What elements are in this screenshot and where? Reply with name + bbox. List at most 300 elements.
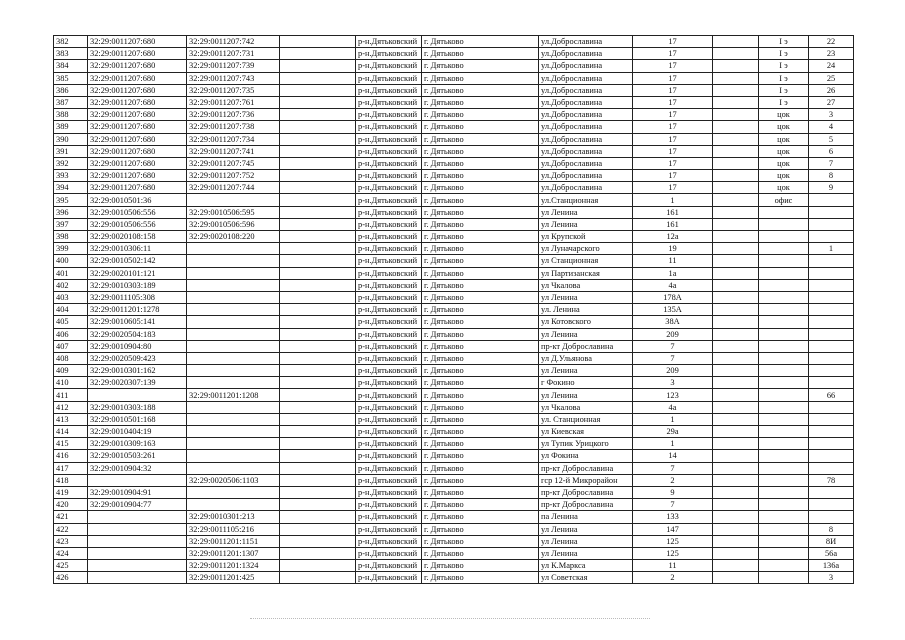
parcel-cadastral-cell: 32:29:0010309:163 [88, 438, 187, 450]
house-number-cell: 14 [633, 450, 713, 462]
premises-type-cell: I э [759, 84, 809, 96]
row-number-cell: 416 [54, 450, 88, 462]
building-letter-cell [713, 438, 759, 450]
row-number-cell: 421 [54, 511, 88, 523]
parcel-cadastral-cell: 32:29:0010506:556 [88, 218, 187, 230]
city-cell: г. Дятьково [422, 413, 539, 425]
row-number-cell: 418 [54, 474, 88, 486]
object-cadastral-cell: 32:29:0011207:752 [187, 170, 280, 182]
row-number-cell: 393 [54, 170, 88, 182]
row-number-cell: 403 [54, 291, 88, 303]
empty-cell [280, 413, 356, 425]
premises-type-cell: цок [759, 133, 809, 145]
street-cell: ул Чкалова [539, 279, 633, 291]
flat-number-cell: 25 [809, 72, 854, 84]
district-cell: р-н.Дятьковский [356, 499, 422, 511]
parcel-cadastral-cell: 32:29:0020509:423 [88, 352, 187, 364]
street-cell: ул Крупской [539, 231, 633, 243]
street-cell: ул Ленина [539, 206, 633, 218]
city-cell: г. Дятьково [422, 340, 539, 352]
parcel-cadastral-cell: 32:29:0011207:680 [88, 109, 187, 121]
building-letter-cell [713, 36, 759, 48]
parcel-cadastral-cell: 32:29:0010404:19 [88, 426, 187, 438]
city-cell: г. Дятьково [422, 499, 539, 511]
object-cadastral-cell: 32:29:0011201:1324 [187, 560, 280, 572]
house-number-cell: 209 [633, 328, 713, 340]
object-cadastral-cell: 32:29:0020506:1103 [187, 474, 280, 486]
city-cell: г. Дятьково [422, 291, 539, 303]
empty-cell [280, 401, 356, 413]
street-cell: ул Советская [539, 572, 633, 584]
parcel-cadastral-cell [88, 523, 187, 535]
empty-cell [280, 547, 356, 559]
district-cell: р-н.Дятьковский [356, 84, 422, 96]
city-cell: г. Дятьково [422, 438, 539, 450]
empty-cell [280, 450, 356, 462]
street-cell: ул Ленина [539, 389, 633, 401]
street-cell: ул.Станционная [539, 194, 633, 206]
street-cell: ул Фокина [539, 450, 633, 462]
row-number-cell: 402 [54, 279, 88, 291]
row-number-cell: 394 [54, 182, 88, 194]
row-number-cell: 389 [54, 121, 88, 133]
building-letter-cell [713, 145, 759, 157]
district-cell: р-н.Дятьковский [356, 462, 422, 474]
table-row [54, 413, 854, 425]
district-cell: р-н.Дятьковский [356, 145, 422, 157]
building-letter-cell [713, 340, 759, 352]
premises-type-cell: цок [759, 170, 809, 182]
premises-type-cell [759, 389, 809, 401]
object-cadastral-cell: 32:29:0011201:425 [187, 572, 280, 584]
city-cell: г. Дятьково [422, 121, 539, 133]
house-number-cell: 17 [633, 145, 713, 157]
building-letter-cell [713, 279, 759, 291]
parcel-cadastral-cell: 32:29:0010506:556 [88, 206, 187, 218]
row-number-cell: 410 [54, 377, 88, 389]
parcel-cadastral-cell: 32:29:0010904:80 [88, 340, 187, 352]
premises-type-cell [759, 352, 809, 364]
parcel-cadastral-cell: 32:29:0011207:680 [88, 36, 187, 48]
empty-cell [280, 499, 356, 511]
object-cadastral-cell: 32:29:0011207:736 [187, 109, 280, 121]
empty-cell [280, 255, 356, 267]
premises-type-cell [759, 340, 809, 352]
parcel-cadastral-cell: 32:29:0011207:680 [88, 121, 187, 133]
city-cell: г. Дятьково [422, 279, 539, 291]
house-number-cell: 123 [633, 389, 713, 401]
district-cell: р-н.Дятьковский [356, 291, 422, 303]
flat-number-cell [809, 377, 854, 389]
street-cell: ул.Доброславина [539, 133, 633, 145]
city-cell: г. Дятьково [422, 547, 539, 559]
street-cell: пр-кт Доброславина [539, 462, 633, 474]
house-number-cell: 17 [633, 170, 713, 182]
city-cell: г. Дятьково [422, 426, 539, 438]
city-cell: г. Дятьково [422, 145, 539, 157]
flat-number-cell: 3 [809, 572, 854, 584]
empty-cell [280, 377, 356, 389]
city-cell: г. Дятьково [422, 389, 539, 401]
flat-number-cell [809, 450, 854, 462]
building-letter-cell [713, 316, 759, 328]
flat-number-cell [809, 218, 854, 230]
table-row [54, 170, 854, 182]
district-cell: р-н.Дятьковский [356, 133, 422, 145]
table-row [54, 365, 854, 377]
building-letter-cell [713, 206, 759, 218]
building-letter-cell [713, 328, 759, 340]
house-number-cell: 135А [633, 304, 713, 316]
district-cell: р-н.Дятьковский [356, 304, 422, 316]
building-letter-cell [713, 523, 759, 535]
district-cell: р-н.Дятьковский [356, 316, 422, 328]
parcel-cadastral-cell: 32:29:0010502:142 [88, 255, 187, 267]
empty-cell [280, 328, 356, 340]
object-cadastral-cell [187, 243, 280, 255]
district-cell: р-н.Дятьковский [356, 401, 422, 413]
flat-number-cell [809, 328, 854, 340]
house-number-cell: 17 [633, 60, 713, 72]
empty-cell [280, 48, 356, 60]
empty-cell [280, 365, 356, 377]
parcel-cadastral-cell: 32:29:0011207:680 [88, 182, 187, 194]
row-number-cell: 408 [54, 352, 88, 364]
premises-type-cell [759, 279, 809, 291]
flat-number-cell [809, 291, 854, 303]
street-cell: ул Ленина [539, 523, 633, 535]
table-row [54, 291, 854, 303]
empty-cell [280, 170, 356, 182]
table-row [54, 267, 854, 279]
register-body [54, 36, 854, 584]
street-cell: ул Партизанская [539, 267, 633, 279]
district-cell: р-н.Дятьковский [356, 255, 422, 267]
row-number-cell: 395 [54, 194, 88, 206]
table-row [54, 328, 854, 340]
flat-number-cell: 24 [809, 60, 854, 72]
flat-number-cell [809, 206, 854, 218]
building-letter-cell [713, 243, 759, 255]
object-cadastral-cell: 32:29:0011207:745 [187, 157, 280, 169]
city-cell: г. Дятьково [422, 560, 539, 572]
district-cell: р-н.Дятьковский [356, 194, 422, 206]
city-cell: г. Дятьково [422, 462, 539, 474]
premises-type-cell [759, 206, 809, 218]
row-number-cell: 415 [54, 438, 88, 450]
parcel-cadastral-cell: 32:29:0010605:141 [88, 316, 187, 328]
parcel-cadastral-cell: 32:29:0020101:121 [88, 267, 187, 279]
table-row [54, 48, 854, 60]
parcel-cadastral-cell: 32:29:0011207:680 [88, 96, 187, 108]
district-cell: р-н.Дятьковский [356, 486, 422, 498]
city-cell: г. Дятьково [422, 182, 539, 194]
building-letter-cell [713, 194, 759, 206]
city-cell: г. Дятьково [422, 96, 539, 108]
street-cell: г Фокино [539, 377, 633, 389]
empty-cell [280, 60, 356, 72]
house-number-cell: 7 [633, 499, 713, 511]
building-letter-cell [713, 572, 759, 584]
premises-type-cell: I э [759, 96, 809, 108]
flat-number-cell: 27 [809, 96, 854, 108]
street-cell: ул Ленина [539, 291, 633, 303]
flat-number-cell: 23 [809, 48, 854, 60]
table-row [54, 462, 854, 474]
street-cell: пр-кт Доброславина [539, 499, 633, 511]
district-cell: р-н.Дятьковский [356, 560, 422, 572]
building-letter-cell [713, 413, 759, 425]
city-cell: г. Дятьково [422, 243, 539, 255]
house-number-cell: 11 [633, 255, 713, 267]
street-cell: ул.Доброславина [539, 109, 633, 121]
object-cadastral-cell: 32:29:0011105:216 [187, 523, 280, 535]
building-letter-cell [713, 231, 759, 243]
district-cell: р-н.Дятьковский [356, 170, 422, 182]
empty-cell [280, 316, 356, 328]
object-cadastral-cell [187, 352, 280, 364]
table-row [54, 109, 854, 121]
table-row [54, 535, 854, 547]
street-cell: ул.Доброславина [539, 170, 633, 182]
district-cell: р-н.Дятьковский [356, 206, 422, 218]
parcel-cadastral-cell: 32:29:0010904:32 [88, 462, 187, 474]
row-number-cell: 383 [54, 48, 88, 60]
premises-type-cell [759, 316, 809, 328]
table-row [54, 133, 854, 145]
house-number-cell: 7 [633, 340, 713, 352]
building-letter-cell [713, 560, 759, 572]
row-number-cell: 385 [54, 72, 88, 84]
building-letter-cell [713, 60, 759, 72]
parcel-cadastral-cell: 32:29:0020108:158 [88, 231, 187, 243]
parcel-cadastral-cell: 32:29:0011207:680 [88, 145, 187, 157]
premises-type-cell [759, 523, 809, 535]
flat-number-cell [809, 365, 854, 377]
building-letter-cell [713, 352, 759, 364]
flat-number-cell: 9 [809, 182, 854, 194]
row-number-cell: 391 [54, 145, 88, 157]
empty-cell [280, 572, 356, 584]
empty-cell [280, 133, 356, 145]
empty-cell [280, 560, 356, 572]
flat-number-cell: 5 [809, 133, 854, 145]
district-cell: р-н.Дятьковский [356, 328, 422, 340]
flat-number-cell [809, 413, 854, 425]
empty-cell [280, 486, 356, 498]
house-number-cell: 2 [633, 474, 713, 486]
house-number-cell: 17 [633, 182, 713, 194]
table-row [54, 182, 854, 194]
row-number-cell: 422 [54, 523, 88, 535]
empty-cell [280, 121, 356, 133]
flat-number-cell [809, 316, 854, 328]
table-row [54, 316, 854, 328]
object-cadastral-cell [187, 377, 280, 389]
house-number-cell: 17 [633, 48, 713, 60]
city-cell: г. Дятьково [422, 133, 539, 145]
parcel-cadastral-cell: 32:29:0011207:680 [88, 84, 187, 96]
table-row [54, 389, 854, 401]
table-row [54, 84, 854, 96]
parcel-cadastral-cell: 32:29:0010306:11 [88, 243, 187, 255]
table-row [54, 279, 854, 291]
house-number-cell: 178А [633, 291, 713, 303]
building-letter-cell [713, 486, 759, 498]
premises-type-cell: цок [759, 157, 809, 169]
premises-type-cell [759, 547, 809, 559]
flat-number-cell [809, 255, 854, 267]
row-number-cell: 384 [54, 60, 88, 72]
flat-number-cell [809, 279, 854, 291]
empty-cell [280, 340, 356, 352]
street-cell: ул Станционная [539, 255, 633, 267]
building-letter-cell [713, 170, 759, 182]
premises-type-cell: цок [759, 145, 809, 157]
empty-cell [280, 182, 356, 194]
building-letter-cell [713, 474, 759, 486]
flat-number-cell [809, 401, 854, 413]
parcel-cadastral-cell [88, 560, 187, 572]
city-cell: г. Дятьково [422, 365, 539, 377]
building-letter-cell [713, 377, 759, 389]
building-letter-cell [713, 218, 759, 230]
building-letter-cell [713, 401, 759, 413]
object-cadastral-cell: 32:29:0011201:1151 [187, 535, 280, 547]
premises-type-cell [759, 560, 809, 572]
empty-cell [280, 291, 356, 303]
object-cadastral-cell [187, 255, 280, 267]
flat-number-cell: 26 [809, 84, 854, 96]
district-cell: р-н.Дятьковский [356, 182, 422, 194]
flat-number-cell [809, 426, 854, 438]
table-row [54, 340, 854, 352]
object-cadastral-cell: 32:29:0011207:744 [187, 182, 280, 194]
parcel-cadastral-cell: 32:29:0010503:261 [88, 450, 187, 462]
city-cell: г. Дятьково [422, 170, 539, 182]
table-row [54, 474, 854, 486]
object-cadastral-cell [187, 413, 280, 425]
city-cell: г. Дятьково [422, 109, 539, 121]
house-number-cell: 125 [633, 535, 713, 547]
flat-number-cell [809, 438, 854, 450]
empty-cell [280, 438, 356, 450]
district-cell: р-н.Дятьковский [356, 96, 422, 108]
street-cell: пр-кт Доброславина [539, 340, 633, 352]
house-number-cell: 9 [633, 486, 713, 498]
empty-cell [280, 84, 356, 96]
row-number-cell: 387 [54, 96, 88, 108]
building-letter-cell [713, 304, 759, 316]
empty-cell [280, 352, 356, 364]
flat-number-cell [809, 352, 854, 364]
premises-type-cell [759, 267, 809, 279]
street-cell: ул Котовского [539, 316, 633, 328]
city-cell: г. Дятьково [422, 523, 539, 535]
empty-cell [280, 96, 356, 108]
empty-cell [280, 72, 356, 84]
building-letter-cell [713, 96, 759, 108]
flat-number-cell [809, 486, 854, 498]
district-cell: р-н.Дятьковский [356, 450, 422, 462]
row-number-cell: 401 [54, 267, 88, 279]
flat-number-cell: 7 [809, 157, 854, 169]
house-number-cell: 11 [633, 560, 713, 572]
city-cell: г. Дятьково [422, 352, 539, 364]
object-cadastral-cell [187, 279, 280, 291]
house-number-cell: 17 [633, 157, 713, 169]
house-number-cell: 7 [633, 462, 713, 474]
parcel-cadastral-cell [88, 511, 187, 523]
premises-type-cell [759, 511, 809, 523]
parcel-cadastral-cell [88, 572, 187, 584]
empty-cell [280, 218, 356, 230]
premises-type-cell: I э [759, 60, 809, 72]
table-row [54, 243, 854, 255]
flat-number-cell [809, 499, 854, 511]
row-number-cell: 420 [54, 499, 88, 511]
row-number-cell: 404 [54, 304, 88, 316]
house-number-cell: 17 [633, 109, 713, 121]
building-letter-cell [713, 121, 759, 133]
street-cell: ул Ленина [539, 218, 633, 230]
city-cell: г. Дятьково [422, 450, 539, 462]
row-number-cell: 425 [54, 560, 88, 572]
building-letter-cell [713, 462, 759, 474]
street-cell: ул Чкалова [539, 401, 633, 413]
row-number-cell: 382 [54, 36, 88, 48]
flat-number-cell [809, 304, 854, 316]
row-number-cell: 400 [54, 255, 88, 267]
flat-number-cell: 8 [809, 523, 854, 535]
district-cell: р-н.Дятьковский [356, 340, 422, 352]
city-cell: г. Дятьково [422, 218, 539, 230]
premises-type-cell [759, 243, 809, 255]
row-number-cell: 417 [54, 462, 88, 474]
city-cell: г. Дятьково [422, 194, 539, 206]
object-cadastral-cell: 32:29:0020108:220 [187, 231, 280, 243]
empty-cell [280, 145, 356, 157]
district-cell: р-н.Дятьковский [356, 352, 422, 364]
building-letter-cell [713, 547, 759, 559]
district-cell: р-н.Дятьковский [356, 438, 422, 450]
city-cell: г. Дятьково [422, 267, 539, 279]
district-cell: р-н.Дятьковский [356, 426, 422, 438]
city-cell: г. Дятьково [422, 511, 539, 523]
empty-cell [280, 194, 356, 206]
parcel-cadastral-cell [88, 474, 187, 486]
object-cadastral-cell: 32:29:0011207:734 [187, 133, 280, 145]
flat-number-cell [809, 462, 854, 474]
city-cell: г. Дятьково [422, 486, 539, 498]
table-row [54, 401, 854, 413]
object-cadastral-cell: 32:29:0011207:738 [187, 121, 280, 133]
city-cell: г. Дятьково [422, 401, 539, 413]
city-cell: г. Дятьково [422, 84, 539, 96]
premises-type-cell [759, 474, 809, 486]
district-cell: р-н.Дятьковский [356, 547, 422, 559]
table-row [54, 499, 854, 511]
building-letter-cell [713, 48, 759, 60]
building-letter-cell [713, 426, 759, 438]
house-number-cell: 17 [633, 121, 713, 133]
row-number-cell: 414 [54, 426, 88, 438]
row-number-cell: 392 [54, 157, 88, 169]
city-cell: г. Дятьково [422, 255, 539, 267]
table-row [54, 206, 854, 218]
table-row [54, 377, 854, 389]
parcel-cadastral-cell: 32:29:0010501:168 [88, 413, 187, 425]
